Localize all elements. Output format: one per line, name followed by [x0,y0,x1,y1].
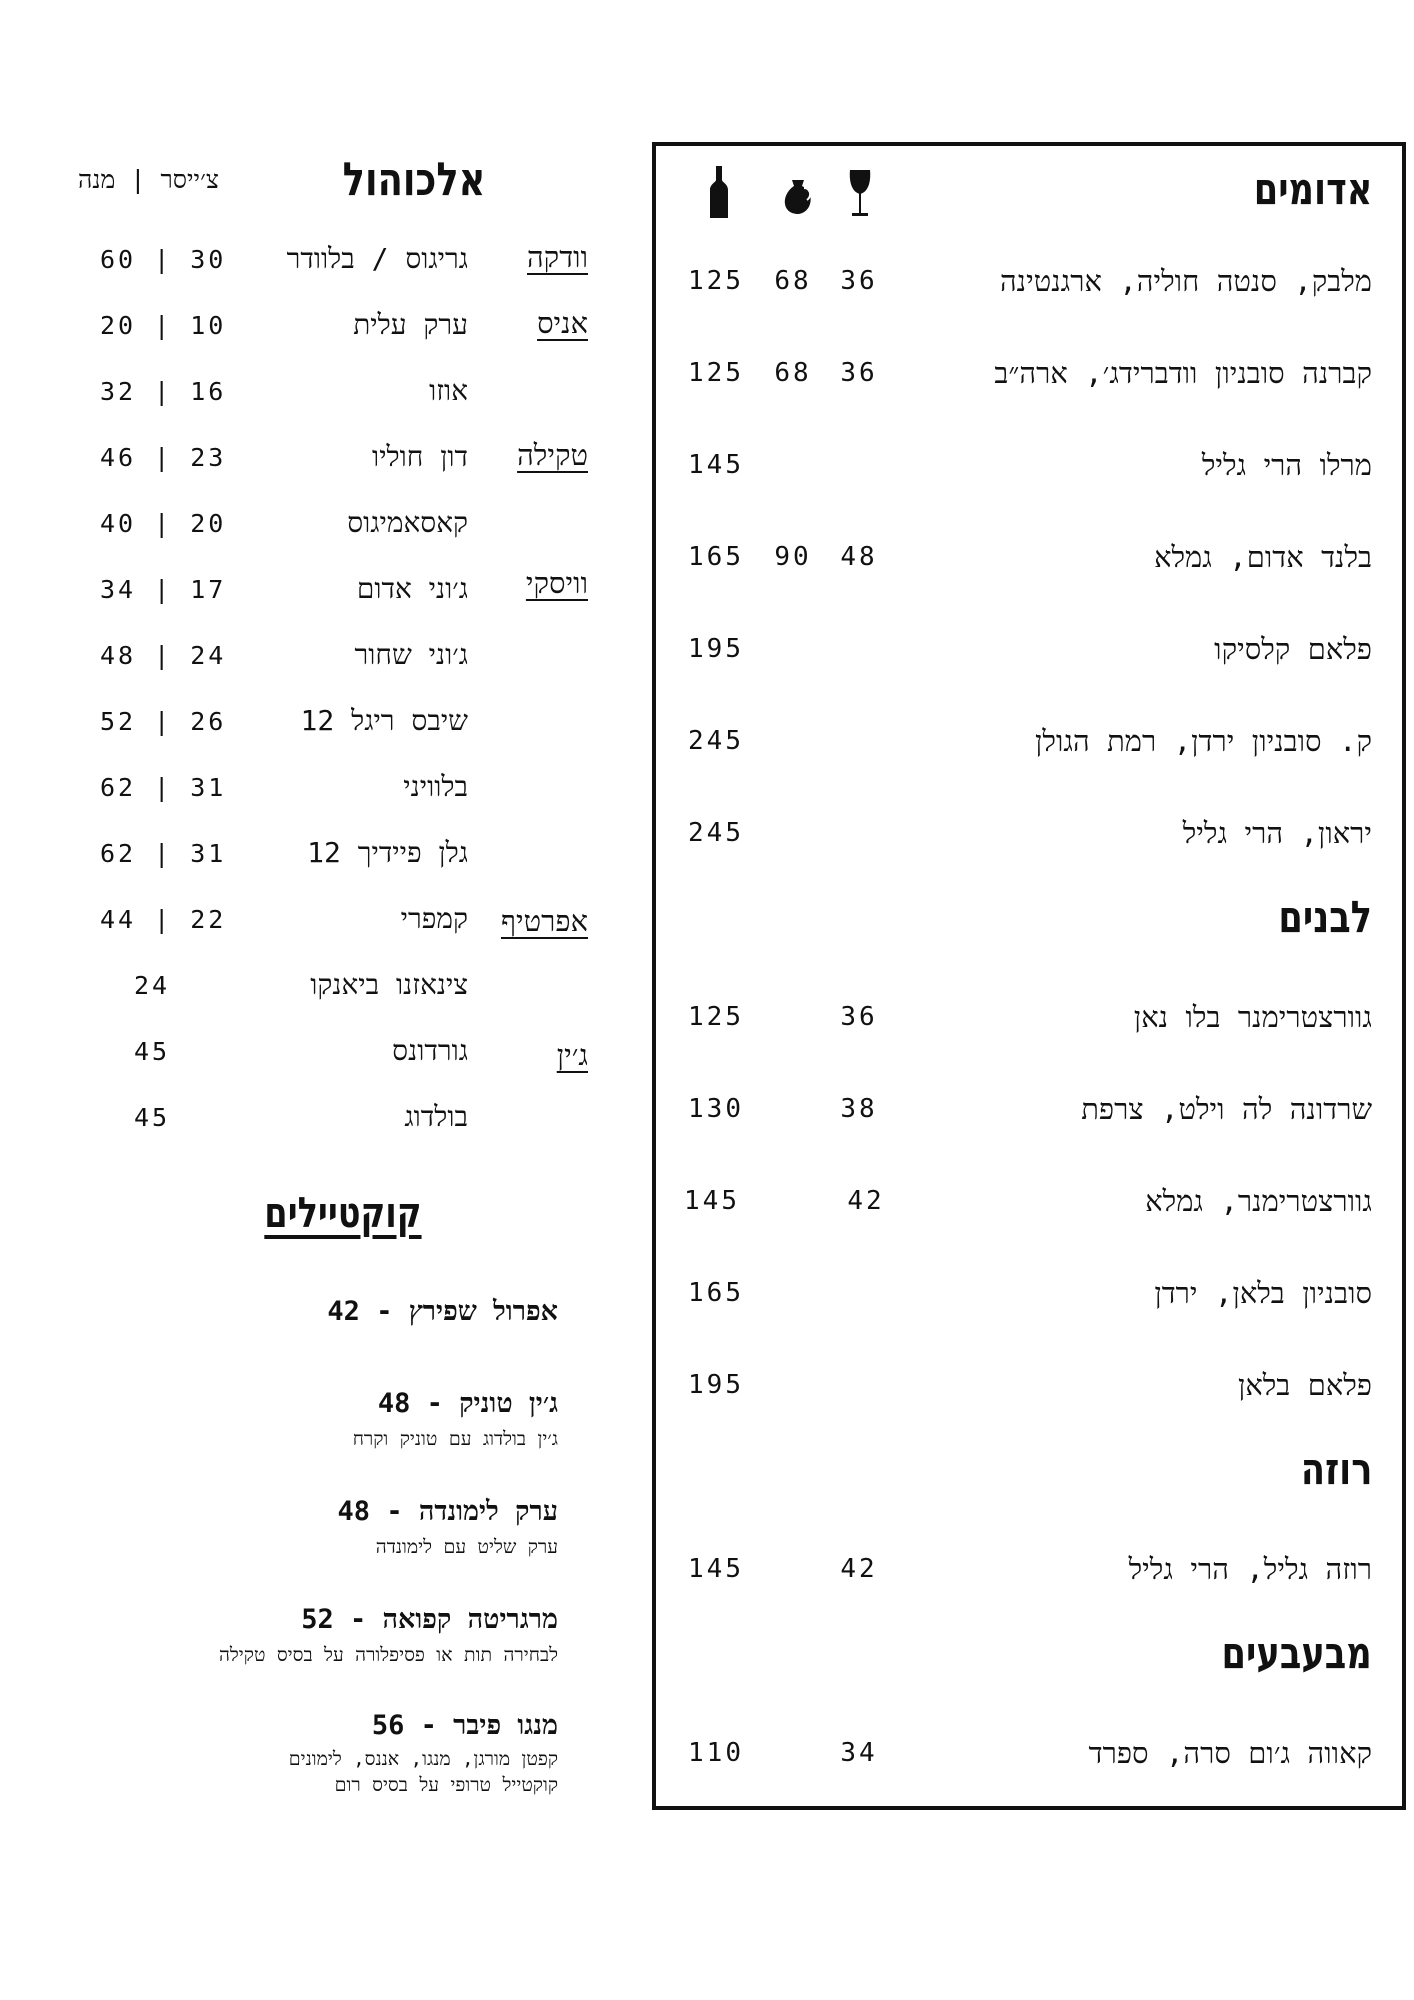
carafe-price: 90 [774,542,812,572]
glass-price: 36 [840,266,878,296]
drink-name: דון חוליו [372,440,468,473]
drink-name: גורדונס [392,1034,468,1067]
category-tequila: טקילה [517,438,588,472]
wine-name: מלבק, סנטה חוליה, ארגנטינה [1000,264,1372,298]
drink-name: גלן פיידיך 12 [307,836,468,869]
bottle-icon [710,166,728,218]
drink-price: 62 | 31 [100,839,227,868]
drink-price: 62 | 31 [100,773,227,802]
drink-price: 34 | 17 [100,575,227,604]
cocktail-name: מנגו פיבר - 56 [371,1710,558,1741]
bottle-price: 145 [684,1186,740,1216]
bottle-price: 125 [688,1002,744,1032]
wine-name: בלנד אדום, גמלא [1154,540,1372,574]
drink-name: גריגוס / בלוודר [286,242,468,275]
wine-name: רוזה גליל, הרי גליל [1128,1552,1372,1586]
cocktail-name: אפרול שפירץ - 42 [327,1296,558,1327]
category-aperitif: אפרטיף [501,904,588,938]
glass-price: 36 [840,1002,878,1032]
cocktail-description: קוקטייל טרופי על בסיס רום [334,1774,558,1796]
bottle-price: 110 [688,1738,744,1768]
wine-name: סובניון בלאן, ירדן [1154,1276,1372,1310]
drink-name: אוזו [429,374,468,407]
wine-name: ק. סובניון ירדן, רמת הגולן [1035,724,1372,758]
bottle-price: 245 [688,818,744,848]
bottle-price: 165 [688,1278,744,1308]
glass-price: 42 [840,1554,878,1584]
category-vodka: וודקה [527,240,588,274]
section-title-rose: רוזה [1300,1444,1372,1495]
carafe-icon [784,180,812,214]
cocktails-title: קוקטיילים [264,1188,422,1237]
bottle-price: 145 [688,450,744,480]
wine-name: קאווה ג׳ום סרה, ספרד [1088,1736,1372,1770]
cocktail-description: קפטן מורגן, מנגו, אננס, לימונים [288,1748,558,1770]
drink-price: 52 | 26 [100,707,227,736]
wine-name: מרלו הרי גליל [1201,448,1372,482]
drink-price: 44 | 22 [100,905,227,934]
cocktail-description: ערק שליט עם לימונדה [375,1536,558,1558]
price-units-label: צ׳ייסר | מנה [78,165,219,194]
wine-menu-box [652,142,1406,1810]
section-title-whites: לבנים [1278,892,1372,943]
drink-name: קאסאמיגוס [347,506,468,539]
section-title-sparkling: מבעבעים [1221,1628,1372,1679]
glass-price: 36 [840,358,878,388]
glass-price: 48 [840,542,878,572]
drink-price: 48 | 24 [100,641,227,670]
bottle-price: 145 [688,1554,744,1584]
drink-price: 40 | 20 [100,509,227,538]
drink-price: 45 [133,1103,171,1132]
drink-name: ג׳וני שחור [354,638,468,671]
wine-name: יראון, הרי גליל [1182,816,1372,850]
bottle-price: 165 [688,542,744,572]
wine-name: שרדונה לה וילט, צרפת [1081,1092,1372,1126]
carafe-price: 68 [774,266,812,296]
bottle-price: 195 [688,634,744,664]
drink-name: צינאזנו ביאנקו [310,968,468,1001]
bottle-price: 195 [688,1370,744,1400]
drink-price: 24 [133,971,171,1000]
drink-price: 32 | 16 [100,377,227,406]
bottle-price: 130 [688,1094,744,1124]
drink-name: ערק עלית [353,308,468,341]
wine-name: גוורצטרימנר, גמלא [1145,1184,1372,1218]
cocktail-name: ערק לימונדה - 48 [337,1496,558,1527]
category-whisky: וויסקי [525,566,588,600]
drink-name: בלוויני [403,770,468,803]
category-gin: ג׳ין [556,1038,588,1072]
wine-name: פלאם קלסיקו [1214,632,1372,666]
wine-name: גוורצטרימנר בלו נאן [1133,1000,1372,1034]
drink-price: 46 | 23 [100,443,227,472]
section-title-reds: אדומים [1253,164,1372,215]
drink-name: קמפרי [400,902,468,935]
alcohol-title: אלכוהול [342,152,485,206]
carafe-price: 68 [774,358,812,388]
wine-name: קברנה סובניון וודברידג׳, ארה״ב [994,356,1372,390]
wine-name: פלאם בלאן [1237,1368,1372,1402]
drink-name: בולדוג [404,1100,468,1133]
bottle-price: 125 [688,266,744,296]
glass-price: 34 [840,1738,878,1768]
drink-price: 20 | 10 [100,311,227,340]
glass-price: 38 [840,1094,878,1124]
drink-name: ג׳וני אדום [356,572,468,605]
cocktail-description: לבחירה תות או פסיפלורה על בסיס טקילה [218,1644,558,1666]
cocktail-description: ג׳ין בולדוג עם טוניק וקרח [352,1428,558,1450]
wine-glass-icon [849,170,871,218]
drink-price: 60 | 30 [100,245,227,274]
cocktail-name: מרגריטה קפואה - 52 [301,1604,558,1635]
drink-name: שיבס ריגל 12 [300,704,468,737]
cocktail-name: ג׳ין טוניק - 48 [377,1388,558,1419]
glass-price: 42 [847,1186,885,1216]
drink-price: 45 [133,1037,171,1066]
bottle-price: 125 [688,358,744,388]
bottle-price: 245 [688,726,744,756]
category-anise: אניס [537,306,588,340]
